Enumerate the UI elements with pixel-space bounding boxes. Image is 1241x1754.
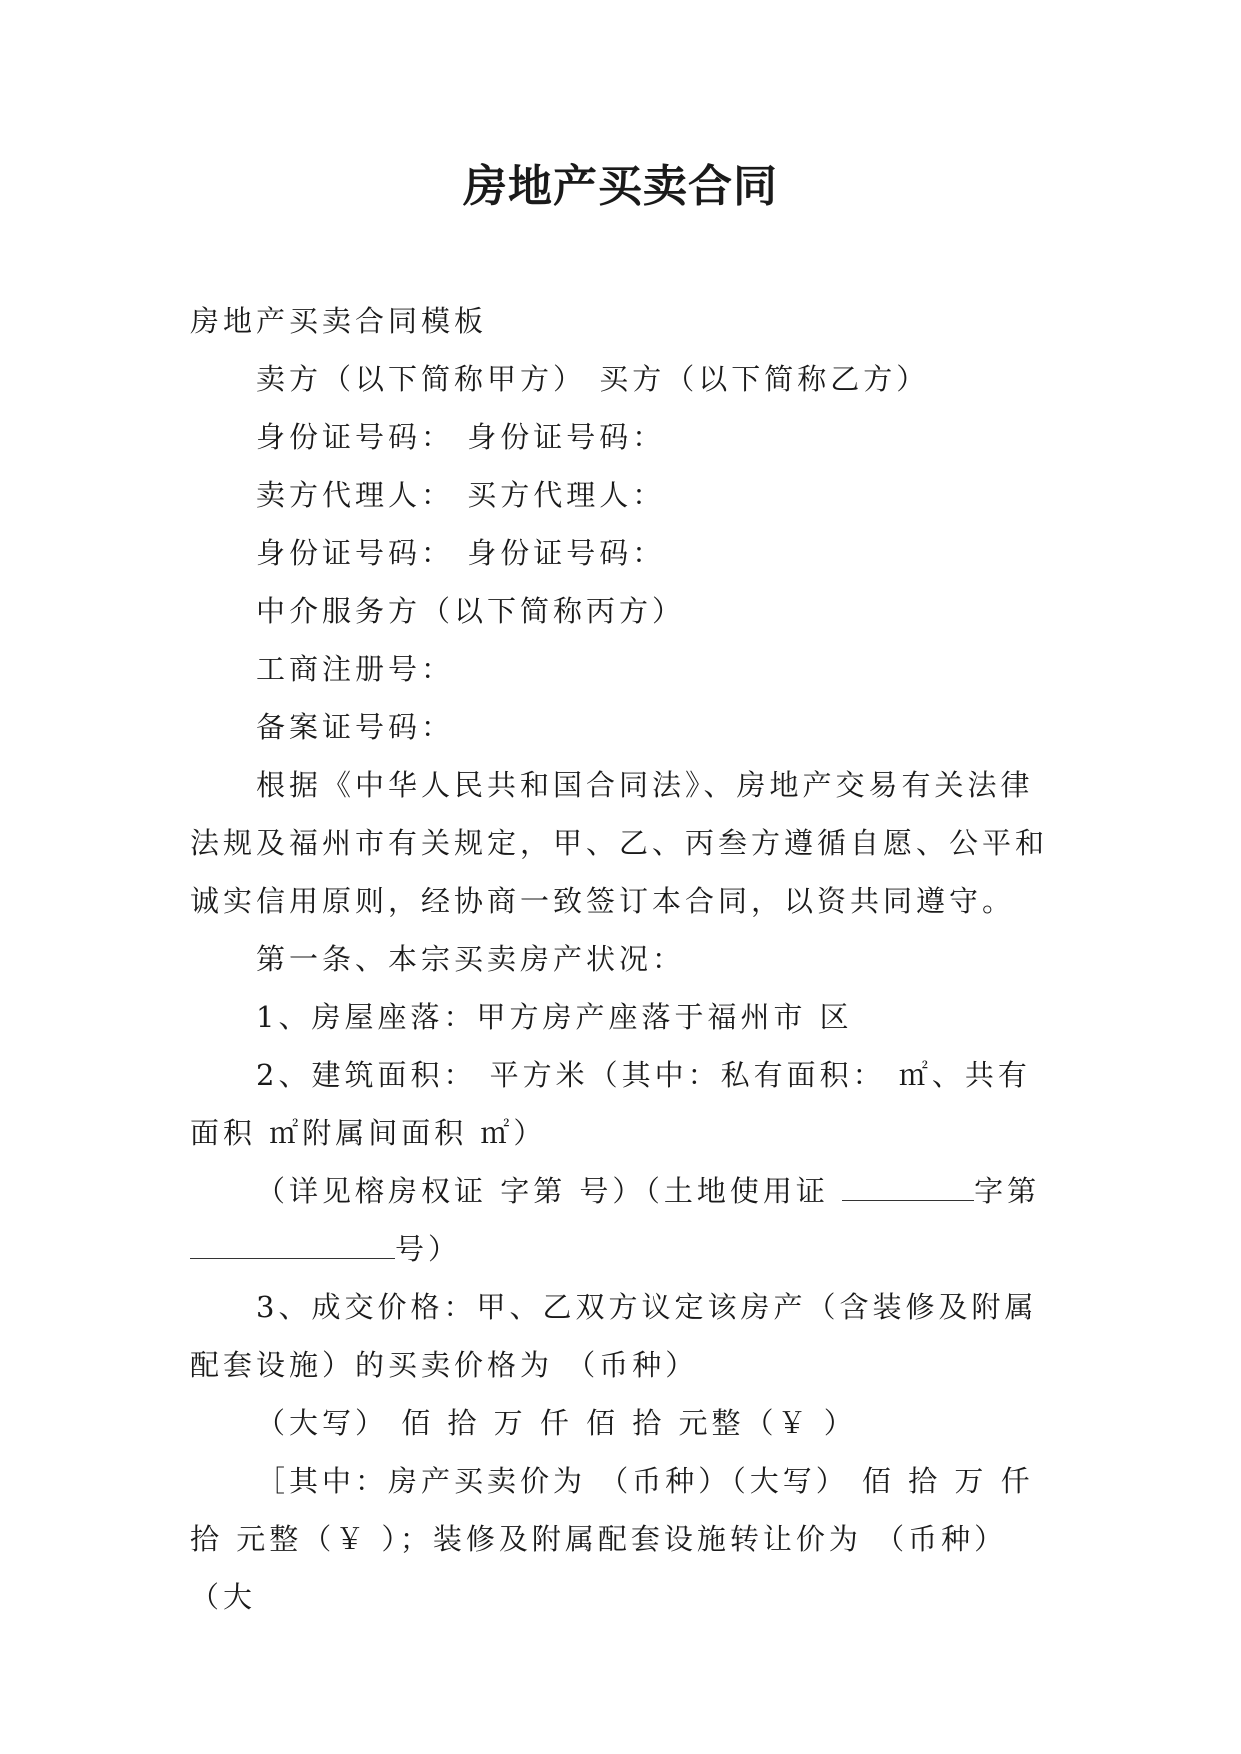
paragraph: ［其中：房产买卖价为 （币种）（大写） 佰 拾 万 仟 拾 元整（￥ ）；装修及附属配套设施转让价为 （币种）（大 <box>190 1464 1034 1614</box>
land-cert-text-2: 字第 <box>974 1174 1041 1208</box>
document-body <box>190 292 1050 1626</box>
paragraph: 2、建筑面积： 平方米（其中：私有面积： ㎡、共有面积 ㎡附属间面积 ㎡） <box>190 1058 1031 1150</box>
land-cert-text-1: （详见榕房权证 字第 号）（土地使用证 <box>256 1174 843 1208</box>
paragraph-group <box>190 1278 1050 1626</box>
paragraph: 身份证号码： 身份证号码： <box>256 420 666 454</box>
paragraph: 房地产买卖合同模板 <box>190 304 488 338</box>
land-cert-number-blank <box>842 1166 974 1201</box>
paragraph: 根据《中华人民共和国合同法》、房地产交易有关法律法规及福州市有关规定，甲、乙、丙叁方遵循自愿、公平和诚实信用原则，经协商一致签订本合同，以资共同遵守。 <box>190 768 1049 918</box>
land-cert-serial-blank <box>190 1224 395 1259</box>
paragraph-group <box>190 292 1050 1162</box>
document-title: 房地产买卖合同 <box>463 161 778 212</box>
paragraph: （大写） 佰 拾 万 仟 佰 拾 元整（￥ ） <box>256 1406 857 1440</box>
paragraph: 第一条、本宗买卖房产状况： <box>256 942 686 976</box>
paragraph: 卖方代理人： 买方代理人： <box>256 478 666 512</box>
land-certificate-paragraph <box>190 1162 1050 1278</box>
paragraph: 备案证号码： <box>256 710 455 744</box>
paragraph: 卖方（以下简称甲方） 买方（以下简称乙方） <box>256 362 930 396</box>
paragraph: 中介服务方（以下简称丙方） <box>256 594 686 628</box>
paragraph: 身份证号码： 身份证号码： <box>256 536 666 570</box>
land-cert-text-3: 号） <box>395 1232 462 1266</box>
paragraph: 1、房屋座落：甲方房产座落于福州市 区 <box>256 1000 853 1034</box>
paragraph: 3、成交价格：甲、乙双方议定该房产（含装修及附属配套设施）的买卖价格为 （币种） <box>190 1290 1038 1382</box>
paragraph: 工商注册号： <box>256 652 455 686</box>
